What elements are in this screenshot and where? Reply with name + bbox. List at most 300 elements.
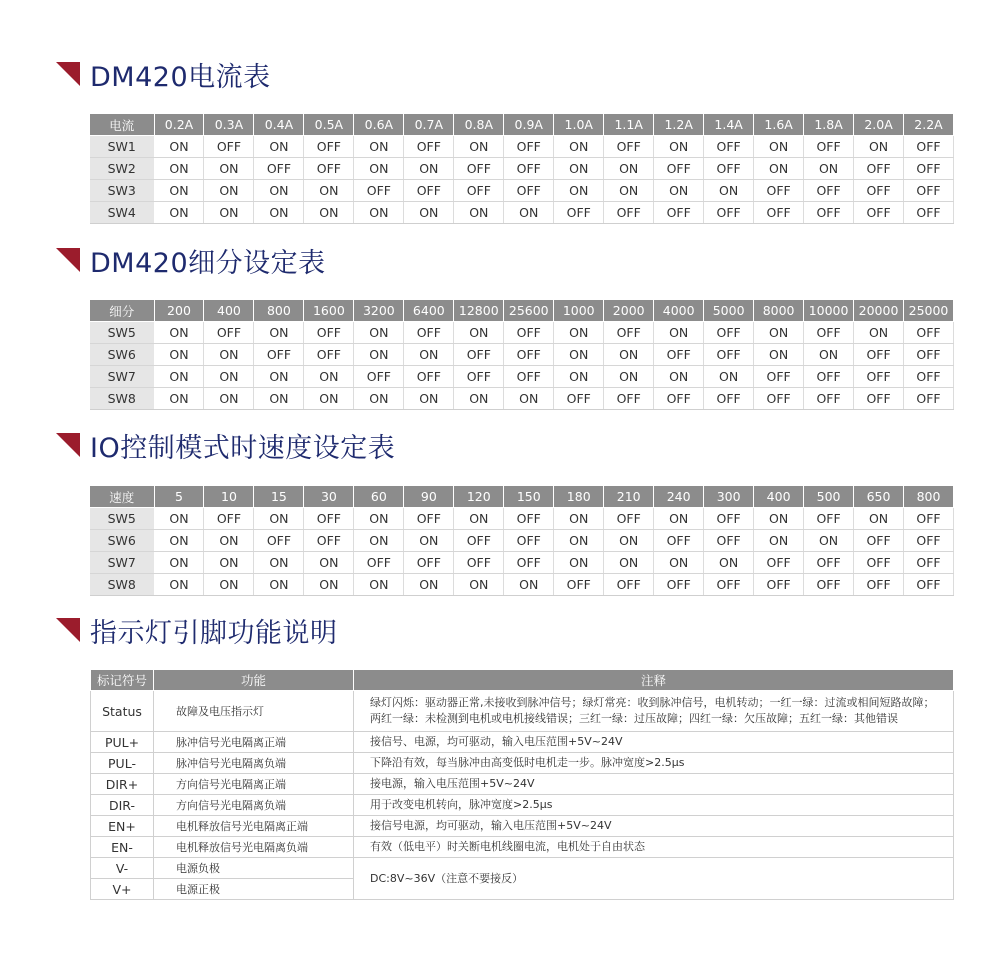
switch-state-cell: ON xyxy=(404,574,454,596)
switch-state-cell: ON xyxy=(504,574,554,596)
switch-state-cell: OFF xyxy=(304,344,354,366)
switch-state-cell: OFF xyxy=(704,388,754,410)
header-cell: 注释 xyxy=(354,670,954,691)
row-label: SW7 xyxy=(90,552,154,574)
switch-state-cell: OFF xyxy=(504,530,554,552)
switch-state-cell: ON xyxy=(404,202,454,224)
header-cell: 4000 xyxy=(654,300,704,322)
speed-table xyxy=(90,486,954,596)
switch-state-cell: OFF xyxy=(254,158,304,180)
switch-state-cell: OFF xyxy=(454,344,504,366)
table-row xyxy=(90,202,954,224)
table-row xyxy=(90,388,954,410)
table-row xyxy=(90,530,954,552)
switch-state-cell: ON xyxy=(454,136,504,158)
switch-state-cell: ON xyxy=(604,158,654,180)
header-cell: 1.1A xyxy=(604,114,654,136)
header-cell: 400 xyxy=(754,486,804,508)
switch-state-cell: ON xyxy=(154,136,204,158)
header-cell: 300 xyxy=(704,486,754,508)
pin-symbol: EN+ xyxy=(91,816,154,837)
header-cell: 2.2A xyxy=(904,114,954,136)
header-cell: 25000 xyxy=(904,300,954,322)
switch-state-cell: ON xyxy=(554,530,604,552)
switch-state-cell: ON xyxy=(154,530,204,552)
switch-state-cell: OFF xyxy=(454,366,504,388)
header-cell: 10000 xyxy=(804,300,854,322)
switch-state-cell: OFF xyxy=(454,552,504,574)
switch-state-cell: OFF xyxy=(604,574,654,596)
switch-state-cell: ON xyxy=(654,322,704,344)
switch-state-cell: ON xyxy=(604,552,654,574)
header-cell: 90 xyxy=(404,486,454,508)
switch-state-cell: OFF xyxy=(804,574,854,596)
switch-state-cell: OFF xyxy=(404,508,454,530)
section-title-microstep: DM420细分设定表 xyxy=(90,247,326,279)
switch-state-cell: ON xyxy=(554,322,604,344)
switch-state-cell: ON xyxy=(454,202,504,224)
switch-state-cell: ON xyxy=(154,180,204,202)
header-cell: 400 xyxy=(204,300,254,322)
switch-state-cell: OFF xyxy=(904,322,954,344)
switch-state-cell: OFF xyxy=(304,530,354,552)
header-cell: 电流 xyxy=(90,114,154,136)
switch-state-cell: OFF xyxy=(704,344,754,366)
pin-row xyxy=(91,774,954,795)
switch-state-cell: OFF xyxy=(904,366,954,388)
header-cell: 0.5A xyxy=(304,114,354,136)
switch-state-cell: OFF xyxy=(904,180,954,202)
switch-state-cell: OFF xyxy=(754,552,804,574)
switch-state-cell: ON xyxy=(804,530,854,552)
header-cell: 210 xyxy=(604,486,654,508)
switch-state-cell: ON xyxy=(704,552,754,574)
switch-state-cell: ON xyxy=(304,366,354,388)
pin-table-header xyxy=(91,670,954,691)
table-header-row xyxy=(90,114,954,136)
pin-note-line: 两红一绿：未检测到电机或电机接线错误；三红一绿：过压故障；四红一绿：欠压故障；五红一绿：其他错误 xyxy=(370,712,898,725)
switch-state-cell: OFF xyxy=(704,158,754,180)
row-label: SW8 xyxy=(90,388,154,410)
switch-state-cell: OFF xyxy=(404,180,454,202)
header-cell: 8000 xyxy=(754,300,804,322)
pin-function: 电机释放信号光电隔离负端 xyxy=(154,837,354,858)
section-title-speed: IO控制模式时速度设定表 xyxy=(90,432,396,464)
switch-state-cell: OFF xyxy=(354,552,404,574)
header-cell: 0.7A xyxy=(404,114,454,136)
table-row xyxy=(90,136,954,158)
pin-symbol: DIR+ xyxy=(91,774,154,795)
switch-state-cell: OFF xyxy=(404,366,454,388)
section-title-current: DM420电流表 xyxy=(90,61,271,93)
switch-state-cell: ON xyxy=(554,552,604,574)
switch-state-cell: ON xyxy=(654,508,704,530)
switch-state-cell: ON xyxy=(304,552,354,574)
header-cell: 3200 xyxy=(354,300,404,322)
switch-state-cell: ON xyxy=(354,322,404,344)
switch-state-cell: OFF xyxy=(504,136,554,158)
header-cell: 200 xyxy=(154,300,204,322)
switch-state-cell: ON xyxy=(504,202,554,224)
header-cell: 1600 xyxy=(304,300,354,322)
section-marker-icon xyxy=(56,248,80,272)
header-cell: 1.0A xyxy=(554,114,604,136)
row-label: SW1 xyxy=(90,136,154,158)
header-cell: 25600 xyxy=(504,300,554,322)
row-label: SW6 xyxy=(90,344,154,366)
pin-note: 下降沿有效，每当脉冲由高变低时电机走一步。脉冲宽度>2.5μs xyxy=(354,753,954,774)
table-row xyxy=(90,180,954,202)
switch-state-cell: ON xyxy=(754,344,804,366)
header-cell: 12800 xyxy=(454,300,504,322)
switch-state-cell: ON xyxy=(404,530,454,552)
header-cell: 120 xyxy=(454,486,504,508)
switch-state-cell: OFF xyxy=(554,388,604,410)
header-cell: 1.6A xyxy=(754,114,804,136)
header-cell: 150 xyxy=(504,486,554,508)
switch-state-cell: ON xyxy=(754,158,804,180)
row-label: SW4 xyxy=(90,202,154,224)
section-microstep xyxy=(56,240,326,280)
switch-state-cell: ON xyxy=(304,574,354,596)
pin-row xyxy=(91,816,954,837)
switch-state-cell: OFF xyxy=(204,322,254,344)
current-table xyxy=(90,114,954,224)
switch-state-cell: OFF xyxy=(554,202,604,224)
switch-state-cell: OFF xyxy=(654,158,704,180)
switch-state-cell: OFF xyxy=(704,574,754,596)
switch-state-cell: ON xyxy=(454,388,504,410)
table-row xyxy=(90,158,954,180)
switch-state-cell: OFF xyxy=(504,158,554,180)
switch-state-cell: OFF xyxy=(554,574,604,596)
switch-state-cell: ON xyxy=(254,202,304,224)
header-cell: 800 xyxy=(904,486,954,508)
switch-state-cell: OFF xyxy=(804,366,854,388)
switch-state-cell: OFF xyxy=(304,158,354,180)
switch-state-cell: ON xyxy=(604,530,654,552)
switch-state-cell: ON xyxy=(554,366,604,388)
section-marker-icon xyxy=(56,618,80,642)
switch-state-cell: ON xyxy=(354,388,404,410)
microstep-table xyxy=(90,300,954,410)
switch-state-cell: ON xyxy=(754,322,804,344)
header-cell: 30 xyxy=(304,486,354,508)
switch-state-cell: OFF xyxy=(504,344,554,366)
row-label: SW3 xyxy=(90,180,154,202)
table-row xyxy=(90,508,954,530)
switch-state-cell: OFF xyxy=(254,530,304,552)
pin-row xyxy=(91,837,954,858)
pin-function: 方向信号光电隔离负端 xyxy=(154,795,354,816)
switch-state-cell: OFF xyxy=(754,574,804,596)
pin-row xyxy=(91,753,954,774)
switch-state-cell: ON xyxy=(204,158,254,180)
switch-state-cell: OFF xyxy=(654,202,704,224)
switch-state-cell: ON xyxy=(604,180,654,202)
switch-state-cell: ON xyxy=(754,530,804,552)
switch-state-cell: OFF xyxy=(804,322,854,344)
row-label: SW5 xyxy=(90,322,154,344)
switch-state-cell: OFF xyxy=(854,344,904,366)
header-cell: 180 xyxy=(554,486,604,508)
switch-state-cell: OFF xyxy=(654,344,704,366)
pin-function: 电机释放信号光电隔离正端 xyxy=(154,816,354,837)
switch-state-cell: ON xyxy=(454,574,504,596)
switch-state-cell: ON xyxy=(354,158,404,180)
switch-state-cell: ON xyxy=(354,508,404,530)
header-cell: 2000 xyxy=(604,300,654,322)
header-cell: 1.2A xyxy=(654,114,704,136)
switch-state-cell: OFF xyxy=(904,552,954,574)
pin-function: 电源正极 xyxy=(154,879,354,900)
row-label: SW2 xyxy=(90,158,154,180)
switch-state-cell: ON xyxy=(254,322,304,344)
switch-state-cell: OFF xyxy=(904,574,954,596)
section-pins xyxy=(56,610,338,650)
switch-state-cell: OFF xyxy=(204,508,254,530)
switch-state-cell: OFF xyxy=(704,322,754,344)
switch-state-cell: OFF xyxy=(854,530,904,552)
switch-state-cell: ON xyxy=(254,508,304,530)
switch-state-cell: ON xyxy=(554,180,604,202)
switch-state-cell: OFF xyxy=(304,136,354,158)
switch-state-cell: OFF xyxy=(754,366,804,388)
switch-state-cell: OFF xyxy=(754,388,804,410)
switch-state-cell: ON xyxy=(604,344,654,366)
switch-state-cell: OFF xyxy=(904,344,954,366)
pin-note xyxy=(354,691,954,732)
switch-state-cell: OFF xyxy=(504,508,554,530)
switch-state-cell: ON xyxy=(604,366,654,388)
header-cell: 功能 xyxy=(154,670,354,691)
switch-state-cell: OFF xyxy=(804,388,854,410)
section-marker-icon xyxy=(56,433,80,457)
pin-symbol: PUL- xyxy=(91,753,154,774)
switch-state-cell: OFF xyxy=(904,530,954,552)
switch-state-cell: OFF xyxy=(504,322,554,344)
switch-state-cell: OFF xyxy=(654,388,704,410)
header-cell: 标记符号 xyxy=(91,670,154,691)
switch-state-cell: ON xyxy=(854,322,904,344)
header-cell: 800 xyxy=(254,300,304,322)
header-cell: 0.6A xyxy=(354,114,404,136)
row-label: SW6 xyxy=(90,530,154,552)
pin-symbol: EN- xyxy=(91,837,154,858)
table-row xyxy=(90,552,954,574)
pin-note: 用于改变电机转向，脉冲宽度>2.5μs xyxy=(354,795,954,816)
switch-state-cell: ON xyxy=(204,552,254,574)
table-row xyxy=(90,366,954,388)
header-cell: 0.2A xyxy=(154,114,204,136)
switch-state-cell: ON xyxy=(554,508,604,530)
switch-state-cell: ON xyxy=(154,322,204,344)
switch-state-cell: OFF xyxy=(854,158,904,180)
switch-state-cell: OFF xyxy=(504,180,554,202)
switch-state-cell: OFF xyxy=(854,366,904,388)
switch-state-cell: OFF xyxy=(654,530,704,552)
switch-state-cell: OFF xyxy=(704,202,754,224)
row-label: SW5 xyxy=(90,508,154,530)
switch-state-cell: ON xyxy=(454,508,504,530)
header-cell: 细分 xyxy=(90,300,154,322)
switch-state-cell: OFF xyxy=(604,202,654,224)
section-title-pins: 指示灯引脚功能说明 xyxy=(90,617,338,649)
pin-table xyxy=(90,669,954,900)
pin-row-vminus xyxy=(91,858,954,879)
header-cell: 500 xyxy=(804,486,854,508)
switch-state-cell: ON xyxy=(154,508,204,530)
pin-function: 电源负极 xyxy=(154,858,354,879)
switch-state-cell: OFF xyxy=(854,552,904,574)
pin-row-status xyxy=(91,691,954,732)
header-cell: 5 xyxy=(154,486,204,508)
switch-state-cell: OFF xyxy=(354,366,404,388)
switch-state-cell: ON xyxy=(204,366,254,388)
switch-state-cell: OFF xyxy=(854,388,904,410)
switch-state-cell: OFF xyxy=(304,322,354,344)
switch-state-cell: ON xyxy=(504,388,554,410)
switch-state-cell: ON xyxy=(754,508,804,530)
switch-state-cell: ON xyxy=(254,552,304,574)
pin-symbol: DIR- xyxy=(91,795,154,816)
switch-state-cell: ON xyxy=(154,552,204,574)
switch-state-cell: ON xyxy=(404,158,454,180)
switch-state-cell: OFF xyxy=(804,136,854,158)
pin-note: 有效（低电平）时关断电机线圈电流，电机处于自由状态 xyxy=(354,837,954,858)
pin-note: 接信号、电源，均可驱动，输入电压范围+5V~24V xyxy=(354,732,954,753)
switch-state-cell: ON xyxy=(554,158,604,180)
switch-state-cell: ON xyxy=(154,158,204,180)
switch-state-cell: OFF xyxy=(804,180,854,202)
table-row xyxy=(90,574,954,596)
pin-row xyxy=(91,795,954,816)
switch-state-cell: ON xyxy=(254,136,304,158)
header-cell: 6400 xyxy=(404,300,454,322)
switch-state-cell: OFF xyxy=(804,202,854,224)
switch-state-cell: ON xyxy=(654,136,704,158)
switch-state-cell: OFF xyxy=(354,180,404,202)
switch-state-cell: OFF xyxy=(454,158,504,180)
switch-state-cell: ON xyxy=(204,344,254,366)
switch-state-cell: OFF xyxy=(604,322,654,344)
switch-state-cell: ON xyxy=(804,158,854,180)
switch-state-cell: OFF xyxy=(704,530,754,552)
header-cell: 2.0A xyxy=(854,114,904,136)
table-row xyxy=(90,322,954,344)
pin-note: 接信号电源，均可驱动，输入电压范围+5V~24V xyxy=(354,816,954,837)
switch-state-cell: OFF xyxy=(704,508,754,530)
pin-note: 接电源，输入电压范围+5V~24V xyxy=(354,774,954,795)
pin-symbol: Status xyxy=(91,691,154,732)
pin-function: 故障及电压指示灯 xyxy=(154,691,354,732)
switch-state-cell: ON xyxy=(654,366,704,388)
header-cell: 0.4A xyxy=(254,114,304,136)
switch-state-cell: ON xyxy=(704,180,754,202)
switch-state-cell: OFF xyxy=(904,158,954,180)
pin-function: 脉冲信号光电隔离正端 xyxy=(154,732,354,753)
switch-state-cell: ON xyxy=(304,180,354,202)
pin-symbol: V- xyxy=(91,858,154,879)
header-cell: 650 xyxy=(854,486,904,508)
switch-state-cell: OFF xyxy=(304,508,354,530)
switch-state-cell: ON xyxy=(204,202,254,224)
switch-state-cell: OFF xyxy=(504,552,554,574)
section-marker-icon xyxy=(56,62,80,86)
switch-state-cell: ON xyxy=(354,344,404,366)
switch-state-cell: ON xyxy=(254,388,304,410)
switch-state-cell: ON xyxy=(554,344,604,366)
switch-state-cell: ON xyxy=(254,180,304,202)
header-cell: 15 xyxy=(254,486,304,508)
switch-state-cell: OFF xyxy=(504,366,554,388)
switch-state-cell: OFF xyxy=(604,136,654,158)
header-cell: 0.9A xyxy=(504,114,554,136)
switch-state-cell: OFF xyxy=(804,552,854,574)
table-header-row xyxy=(90,300,954,322)
switch-state-cell: ON xyxy=(354,136,404,158)
pin-symbol: PUL+ xyxy=(91,732,154,753)
switch-state-cell: OFF xyxy=(754,180,804,202)
switch-state-cell: ON xyxy=(654,552,704,574)
switch-state-cell: ON xyxy=(254,574,304,596)
table-row xyxy=(90,344,954,366)
pin-row xyxy=(91,732,954,753)
switch-state-cell: OFF xyxy=(904,202,954,224)
switch-state-cell: ON xyxy=(304,388,354,410)
switch-state-cell: ON xyxy=(204,574,254,596)
header-cell: 60 xyxy=(354,486,404,508)
switch-state-cell: OFF xyxy=(454,180,504,202)
switch-state-cell: OFF xyxy=(404,322,454,344)
switch-state-cell: ON xyxy=(154,574,204,596)
switch-state-cell: OFF xyxy=(804,508,854,530)
switch-state-cell: OFF xyxy=(904,388,954,410)
switch-state-cell: ON xyxy=(304,202,354,224)
switch-state-cell: OFF xyxy=(704,136,754,158)
switch-state-cell: OFF xyxy=(604,508,654,530)
switch-state-cell: ON xyxy=(854,136,904,158)
switch-state-cell: OFF xyxy=(204,136,254,158)
switch-state-cell: OFF xyxy=(754,202,804,224)
switch-state-cell: OFF xyxy=(854,574,904,596)
switch-state-cell: ON xyxy=(204,530,254,552)
header-cell: 5000 xyxy=(704,300,754,322)
switch-state-cell: OFF xyxy=(854,202,904,224)
pin-note-line: 绿灯闪烁：驱动器正常,未接收到脉冲信号；绿灯常亮：收到脉冲信号，电机转动；一红一绿：过流或相间短路故障； xyxy=(370,696,935,709)
switch-state-cell: OFF xyxy=(854,180,904,202)
switch-state-cell: OFF xyxy=(254,344,304,366)
header-cell: 0.3A xyxy=(204,114,254,136)
switch-state-cell: OFF xyxy=(904,136,954,158)
header-cell: 240 xyxy=(654,486,704,508)
switch-state-cell: OFF xyxy=(404,552,454,574)
section-current xyxy=(56,54,271,94)
switch-state-cell: ON xyxy=(404,344,454,366)
table-header-row xyxy=(90,486,954,508)
switch-state-cell: ON xyxy=(354,574,404,596)
switch-state-cell: ON xyxy=(454,322,504,344)
switch-state-cell: ON xyxy=(204,180,254,202)
header-cell: 1000 xyxy=(554,300,604,322)
switch-state-cell: ON xyxy=(654,180,704,202)
switch-state-cell: ON xyxy=(204,388,254,410)
switch-state-cell: ON xyxy=(354,202,404,224)
pin-symbol: V+ xyxy=(91,879,154,900)
switch-state-cell: ON xyxy=(354,530,404,552)
switch-state-cell: OFF xyxy=(404,136,454,158)
pin-function: 方向信号光电隔离正端 xyxy=(154,774,354,795)
